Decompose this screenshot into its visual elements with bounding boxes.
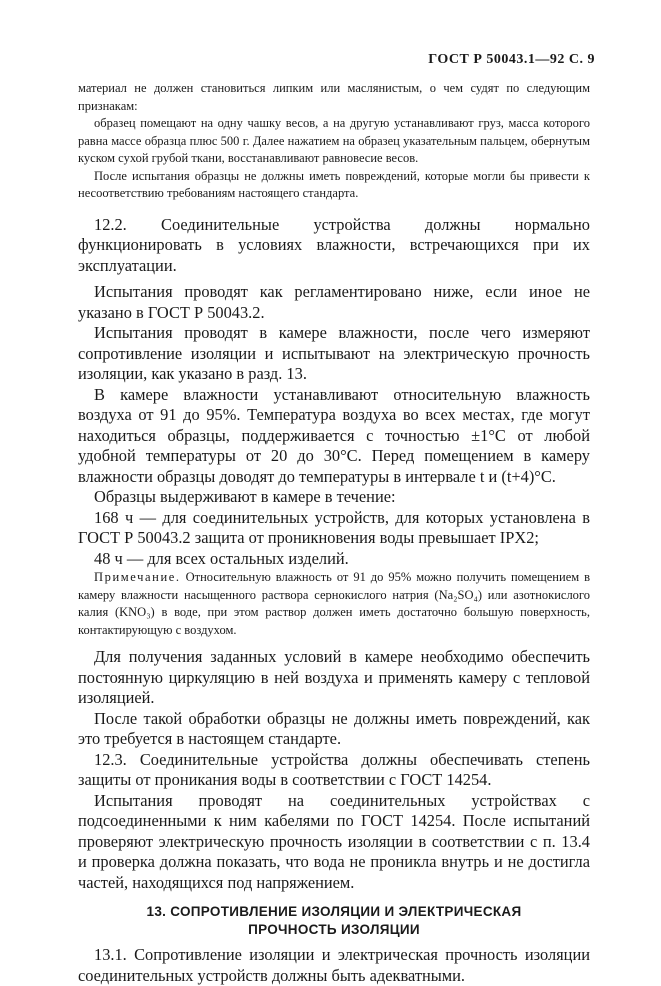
section-title-line: ПРОЧНОСТЬ ИЗОЛЯЦИИ — [248, 922, 420, 937]
list-item: 48 ч — для всех остальных изделий. — [94, 548, 349, 568]
note-text: Относительную влажность от 91 до 95% можно получить помещением в камеру влажности насыщенного раствора сернокислого натрия (Na₂SO₄) или азотнокислого калия (KNO₃) в воде, при этом раствор должен иметь достаточно большую поверхность, контактирующую с воздухом. — [78, 570, 591, 637]
paragraph: В камере влажности устанавливают относительную влажность воздуха от 91 до 95%. Температура воздуха во всех местах, где могут находиться образцы, поддерживается с точностью ±1°С от любой удобной температуры от 20 до 30°С. Перед помещением в камеру влажности образцы доводят до температуры в интервале t и (t+4)°С. — [78, 384, 590, 486]
paragraph: образец помещают на одну чашку весов, а на другую устанавливают груз, масса которого равна массе образца плюс 500 г. Далее нажатием на образец указательным пальцем, обернутым куском сухой грубой ткани, восстанавливают равновесие весов. — [78, 116, 590, 165]
list-item: 168 ч — для соединительных устройств, для которых установлена в ГОСТ Р 50043.2 защита от проникновения воды превышает IPX2; — [78, 507, 590, 547]
clause-12-3: 12.3. Соединительные устройства должны обеспечивать степень защиты от проникания воды в соответствии с ГОСТ 14254. — [78, 749, 590, 789]
paragraph: Испытания проводят на соединительных устройствах с подсоединенными к ним кабелями по ГОСТ 14254. После испытаний проверяют электрическую прочность изоляции в соответствии с п. 13.4 и проверка должна показать, что вода не проникла внутрь и не достигла частей, находящихся под напряжением. — [78, 790, 590, 892]
note — [78, 569, 590, 639]
note-label: Примечание. — [94, 570, 181, 584]
paragraph: Испытания проводят в камере влажности, после чего измеряют сопротивление изоляции и испытывают на электрическую прочность изоляции, как указано в разд. 13. — [78, 323, 590, 383]
page-content — [78, 80, 590, 986]
clause-12-2: 12.2. Соединительные устройства должны нормально функционировать в условиях влажности, встречающихся при их эксплуатации. — [78, 214, 590, 275]
section-title-line: 13. СОПРОТИВЛЕНИЕ ИЗОЛЯЦИИ И ЭЛЕКТРИЧЕСКАЯ — [146, 904, 522, 919]
paragraph: материал не должен становиться липким или маслянистым, о чем судят по следующим признакам: — [78, 81, 590, 113]
section-title — [78, 903, 590, 939]
page-header: ГОСТ Р 50043.1—92 С. 9 — [428, 52, 595, 67]
paragraph: Для получения заданных условий в камере необходимо обеспечить постоянную циркуляцию в ней воздуха и применять камеру с тепловой изоляцией. — [78, 647, 590, 707]
paragraph: После такой обработки образцы не должны иметь повреждений, как это требуется в настоящем стандарте. — [78, 708, 590, 748]
paragraph: Образцы выдерживают в камере в течение: — [94, 487, 396, 506]
paragraph: После испытания образцы не должны иметь повреждений, которые могли бы привести к несоответствию требованиям настоящего стандарта. — [78, 168, 590, 200]
clause-13-1: 13.1. Сопротивление изоляции и электрическая прочность изоляции соединительных устройств должны быть адекватными. — [78, 945, 590, 985]
paragraph: Испытания проводят как регламентировано ниже, если иное не указано в ГОСТ Р 50043.2. — [78, 282, 590, 322]
